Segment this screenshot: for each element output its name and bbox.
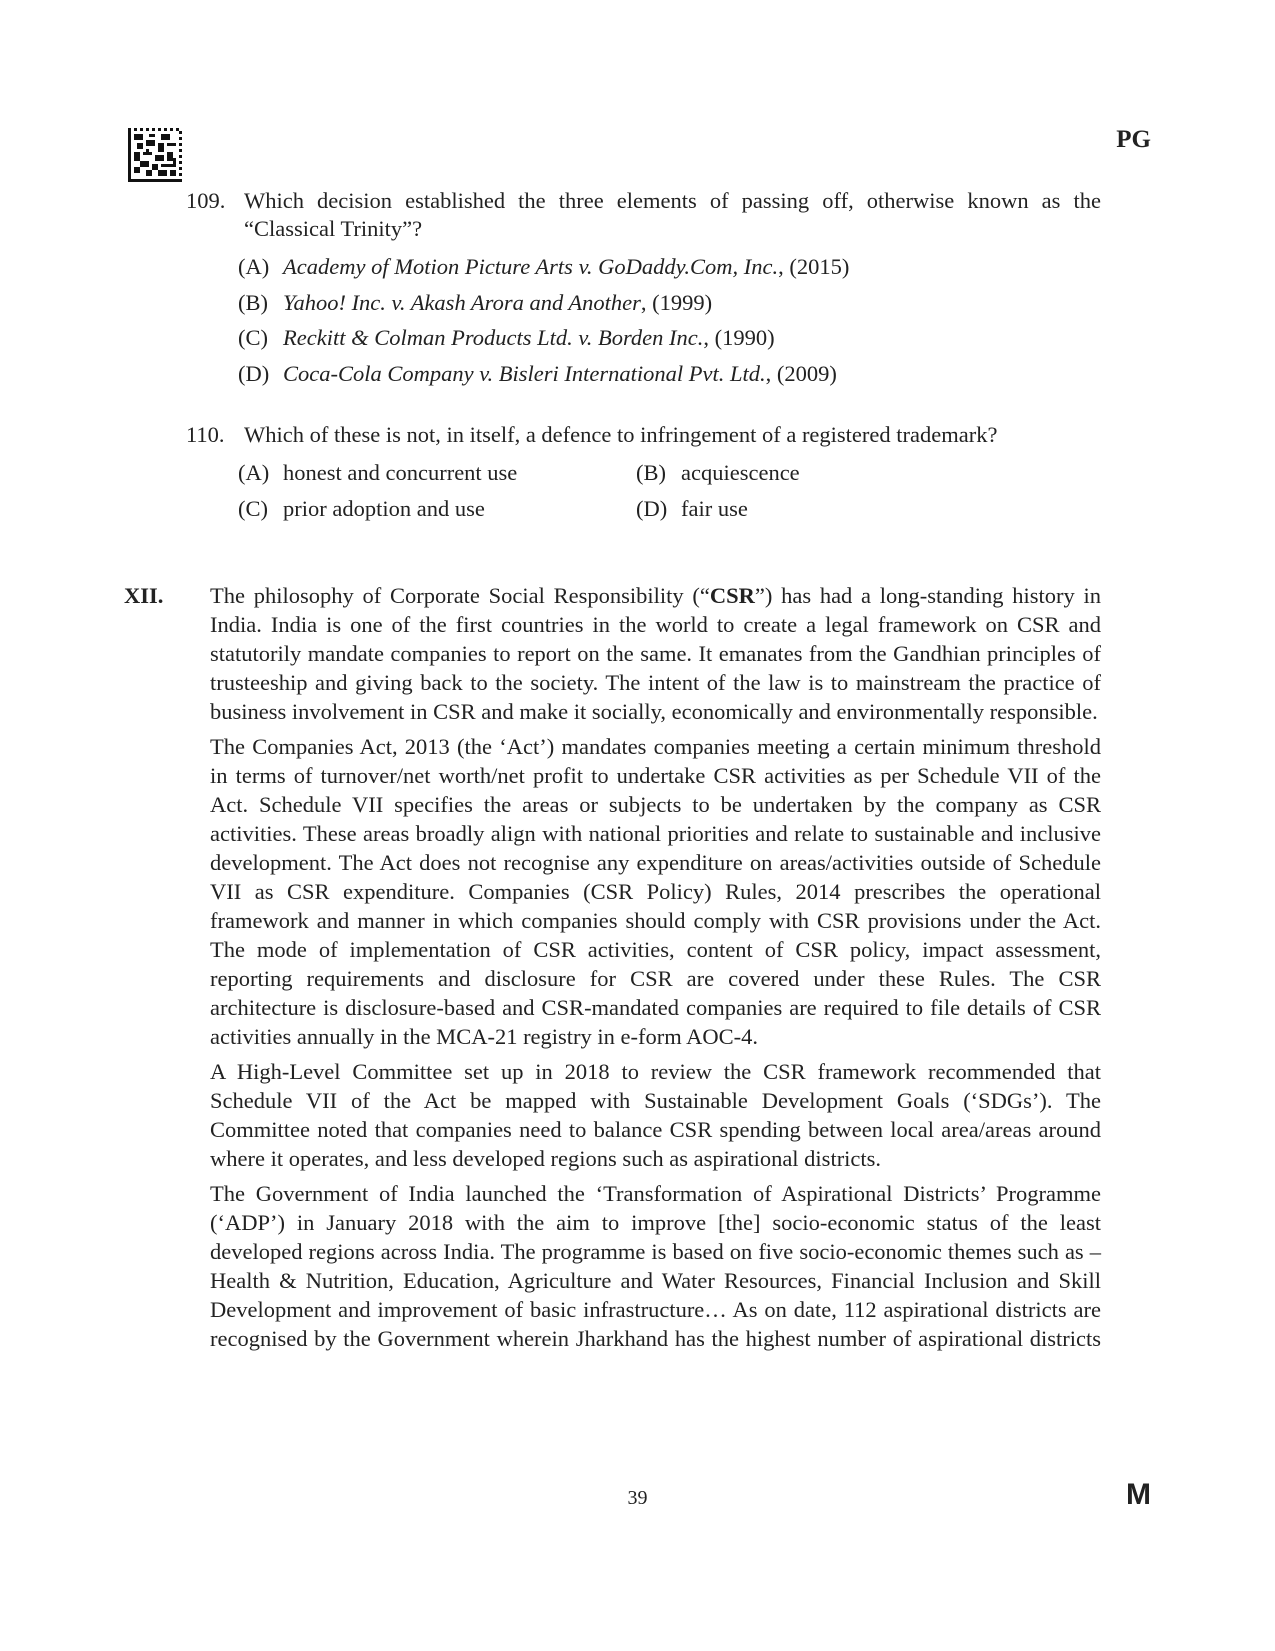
option-text: fair use bbox=[681, 495, 748, 521]
paragraph-text: ”) has had a long-standing history in India. India is one of the first countries in the world to create a legal framework on CSR and statutorily mandate companies to report on the same. It emanates from the Gandhian principles of trusteeship and giving back to the society. The intent of the law is to mainstream the practice of business involvement in CSR and make it socially, economically and environmentally responsible. bbox=[210, 583, 1101, 724]
option-a bbox=[238, 249, 1101, 285]
option-text: honest and concurrent use bbox=[283, 460, 518, 485]
option-label: (D) bbox=[238, 360, 270, 386]
paragraph-text: The philosophy of Corporate Social Responsibility (“ bbox=[210, 583, 710, 608]
passage-paragraph-4: The Government of India launched the ‘Transformation of Aspirational Districts’ Programme (‘ADP’) in January 2018 with the aim to improve [the] socio-economic status of the least developed regions across India. The programme is based on five socio-economic themes such as – Health & Nutrition, Education, Agriculture and Water Resources, Financial Inclusion and Skill Development and improvement of basic infrastructure… As on date, 112 aspirational districts are recognised by the Government wherein Jharkhand has the highest number of aspirational districts bbox=[210, 1181, 1101, 1351]
option-label: (B) bbox=[636, 460, 666, 485]
question-number: 110. bbox=[186, 422, 225, 447]
case-year: , (2015) bbox=[778, 254, 850, 279]
question-109 bbox=[186, 187, 1101, 391]
option-b bbox=[636, 455, 936, 491]
option-label: (A) bbox=[238, 254, 270, 279]
option-c bbox=[238, 320, 1101, 356]
case-year: , (1999) bbox=[640, 289, 713, 315]
option-d bbox=[636, 491, 936, 527]
passage-paragraph-2: The Companies Act, 2013 (the ‘Act’) mandates companies meeting a certain minimum threshold in terms of turnover/net worth/net profit to undertake CSR activities as per Schedule VII of the Act. Schedule VII specifies the areas or subjects to be undertaken by the company as CSR activities. These areas broadly align with national priorities and relate to sustainable and inclusive development. The Act does not recognise any expenditure on areas/activities outside of Schedule VII as CSR expenditure. Companies (CSR Policy) Rules, 2014 prescribes the operational framework and manner in which companies should comply with CSR provisions under the Act. The mode of implementation of CSR activities, content of CSR policy, impact assessment, reporting requirements and disclosure for CSR are covered under these Rules. The CSR architecture is disclosure-based and CSR-mandated companies are required to file details of CSR activities annually in the MCA-21 registry in e-form AOC-4. bbox=[210, 734, 1101, 1049]
page-number: 39 bbox=[627, 1487, 648, 1509]
option-text: prior adoption and use bbox=[283, 495, 485, 521]
case-name: Reckitt & Colman Products Ltd. v. Borden Inc. bbox=[283, 325, 704, 350]
options-list bbox=[238, 249, 1101, 391]
case-year: , (1990) bbox=[703, 325, 775, 350]
option-label: (D) bbox=[636, 495, 668, 521]
option-label: (B) bbox=[238, 289, 268, 315]
question-text: Which decision established the three elements of passing off, otherwise known as the “Classical Trinity”? bbox=[244, 188, 1101, 241]
options-grid bbox=[238, 455, 1101, 526]
question-text: Which of these is not, in itself, a defence to infringement of a registered trademark? bbox=[244, 422, 998, 447]
case-name: Yahoo! Inc. v. Akash Arora and Another bbox=[283, 289, 641, 315]
case-name: Coca-Cola Company v. Bisleri International Pvt. Ltd. bbox=[283, 360, 766, 386]
bold-term: CSR bbox=[709, 583, 755, 608]
section-label: XII. bbox=[124, 583, 164, 608]
question-number: 109. bbox=[186, 188, 226, 213]
passage bbox=[210, 581, 1101, 1353]
option-d bbox=[238, 356, 1101, 392]
option-c bbox=[238, 491, 636, 527]
question-110 bbox=[186, 421, 1101, 526]
option-label: (A) bbox=[238, 460, 270, 485]
option-a bbox=[238, 455, 636, 491]
booklet-code: M bbox=[1126, 1478, 1151, 1511]
datamatrix-code bbox=[128, 128, 182, 182]
option-label: (C) bbox=[238, 325, 268, 350]
case-year: , (2009) bbox=[765, 360, 837, 386]
paper-series-code: PG bbox=[1116, 126, 1151, 153]
option-text: acquiescence bbox=[681, 460, 800, 485]
passage-paragraph-1 bbox=[210, 581, 1101, 726]
option-label: (C) bbox=[238, 495, 268, 521]
case-name: Academy of Motion Picture Arts v. GoDaddy.Com, Inc. bbox=[283, 254, 779, 279]
option-b bbox=[238, 285, 1101, 321]
passage-paragraph-3: A High-Level Committee set up in 2018 to review the CSR framework recommended that Schedule VII of the Act be mapped with Sustainable Development Goals (‘SDGs’). The Committee noted that companies need to balance CSR spending between local area/areas around where it operates, and less developed regions such as aspirational districts. bbox=[210, 1059, 1101, 1171]
